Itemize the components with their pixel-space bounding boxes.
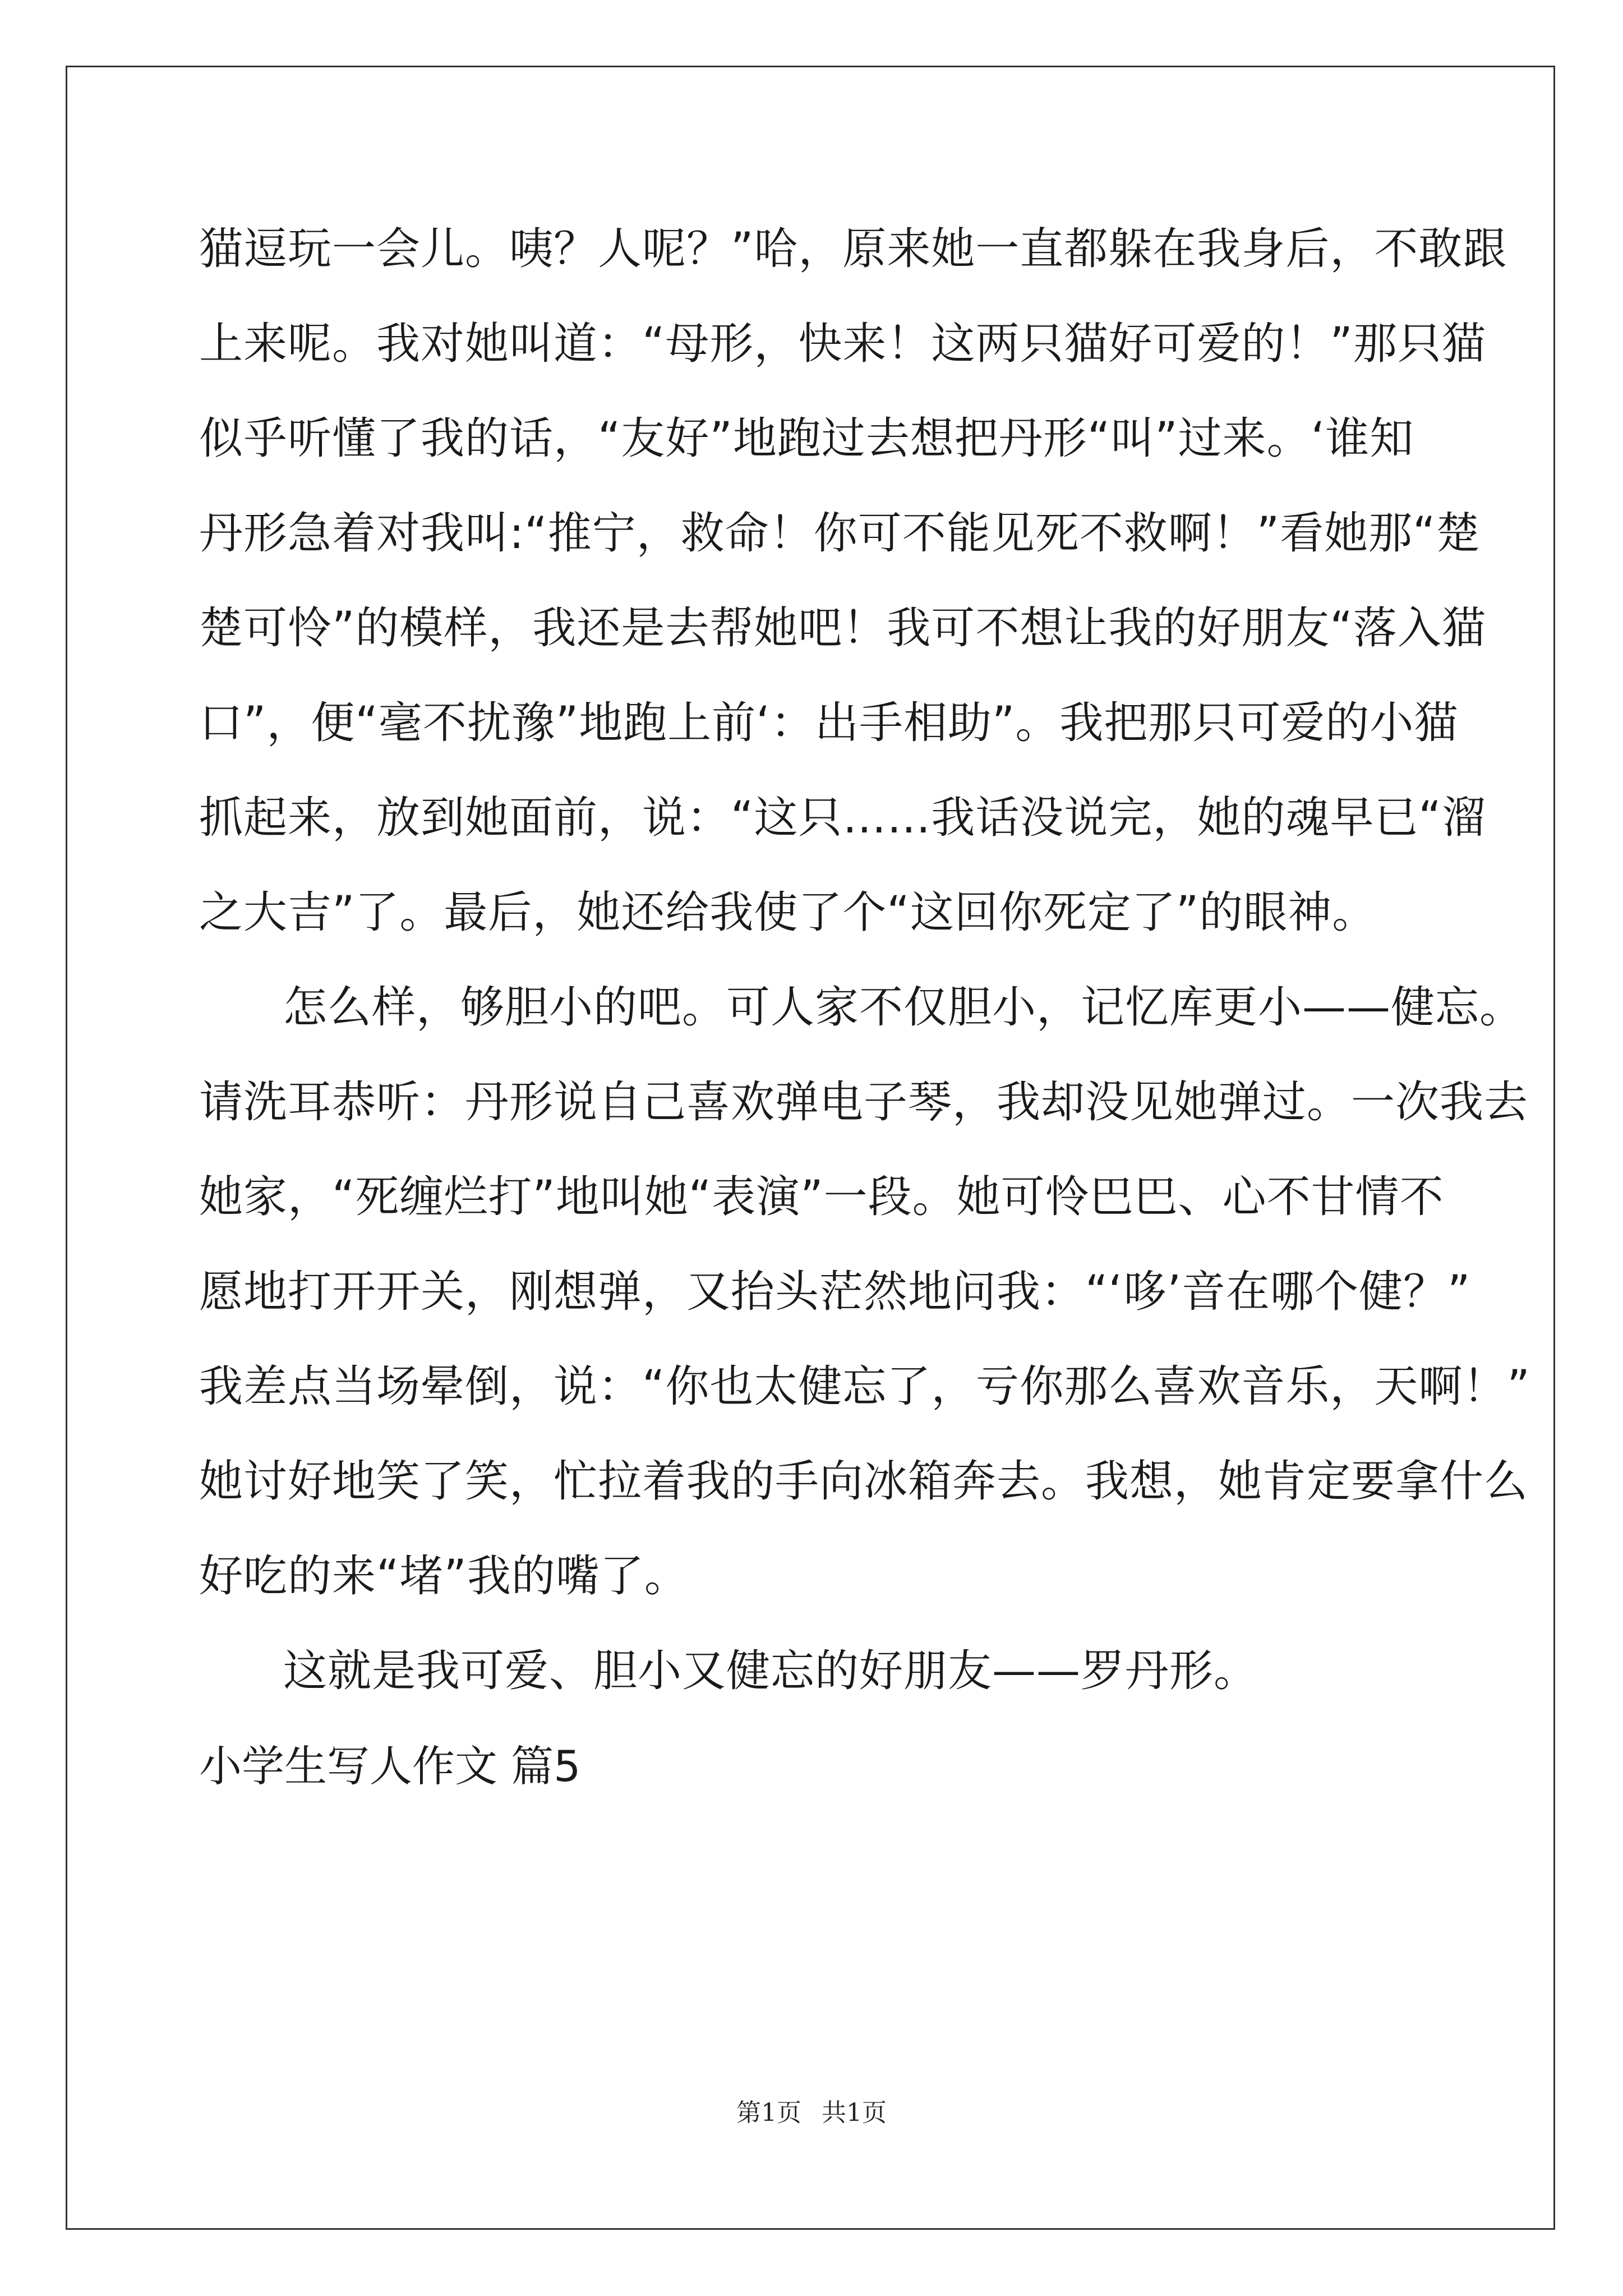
text-line: 猫逗玩一会儿。咦？人呢？”哈，原来她一直都躲在我身后，不敢跟 — [199, 224, 1507, 274]
page-number: 第1页 — [736, 2099, 801, 2127]
text-line: 我差点当场晕倒，说：“你也太健忘了，亏你那么喜欢音乐，天啊！” — [199, 1361, 1530, 1412]
paragraph-start-line: 怎么样，够胆小的吧。可人家不仅胆小，记忆库更小——健忘。 — [283, 982, 1524, 1033]
text-line: 好吃的来“堵”我的嘴了。 — [199, 1551, 689, 1602]
text-line: 她讨好地笑了笑，忙拉着我的手向冰箱奔去。我想，她肯定要拿什么 — [199, 1456, 1529, 1507]
text-line: 似乎听懂了我的话，“友好”地跑过去想把丹形“叫”过来。‘谁知 — [199, 413, 1414, 464]
page-footer — [0, 2092, 1623, 2128]
section-heading: 小学生写人作文 篇5 — [199, 1741, 581, 1791]
text-line: 她家，“死缠烂打”地叫她“表演”一段。她可怜巴巴、心不甘情不 — [199, 1172, 1444, 1222]
text-line: 愿地打开开关，刚想弹，又抬头茫然地问我：“‘哆’音在哪个健？” — [199, 1267, 1471, 1317]
text-line: 上来呢。我对她叫道：“母形，快来！这两只猫好可爱的！”那只猫 — [199, 319, 1486, 369]
text-line: 抓起来，放到她面前，说：“这只……我话没说完，她的魂早已“溜 — [199, 793, 1486, 843]
text-line: 楚可怜”的模样，我还是去帮她吧！我可不想让我的好朋友“落入猫 — [199, 603, 1486, 654]
text-line: 口”，便“毫不扰豫”地跑上前‘：出手相助”。我把那只可爱的小猫 — [199, 698, 1459, 748]
text-line: 请洗耳恭听：丹形说自己喜欢弹电子琴，我却没见她弹过。一次我去 — [199, 1077, 1529, 1128]
text-line: 之大吉”了。最后，她还给我使了个“这回你死定了”的眼神。 — [199, 887, 1377, 938]
text-line: 丹形急着对我叫:“推宁，救命！你可不能见死不救啊！”看她那“楚 — [199, 508, 1481, 559]
document-body — [199, 202, 1530, 1814]
page-total: 共1页 — [822, 2099, 887, 2127]
paragraph-start-line: 这就是我可爱、胆小又健忘的好朋友——罗丹形。 — [283, 1646, 1258, 1696]
